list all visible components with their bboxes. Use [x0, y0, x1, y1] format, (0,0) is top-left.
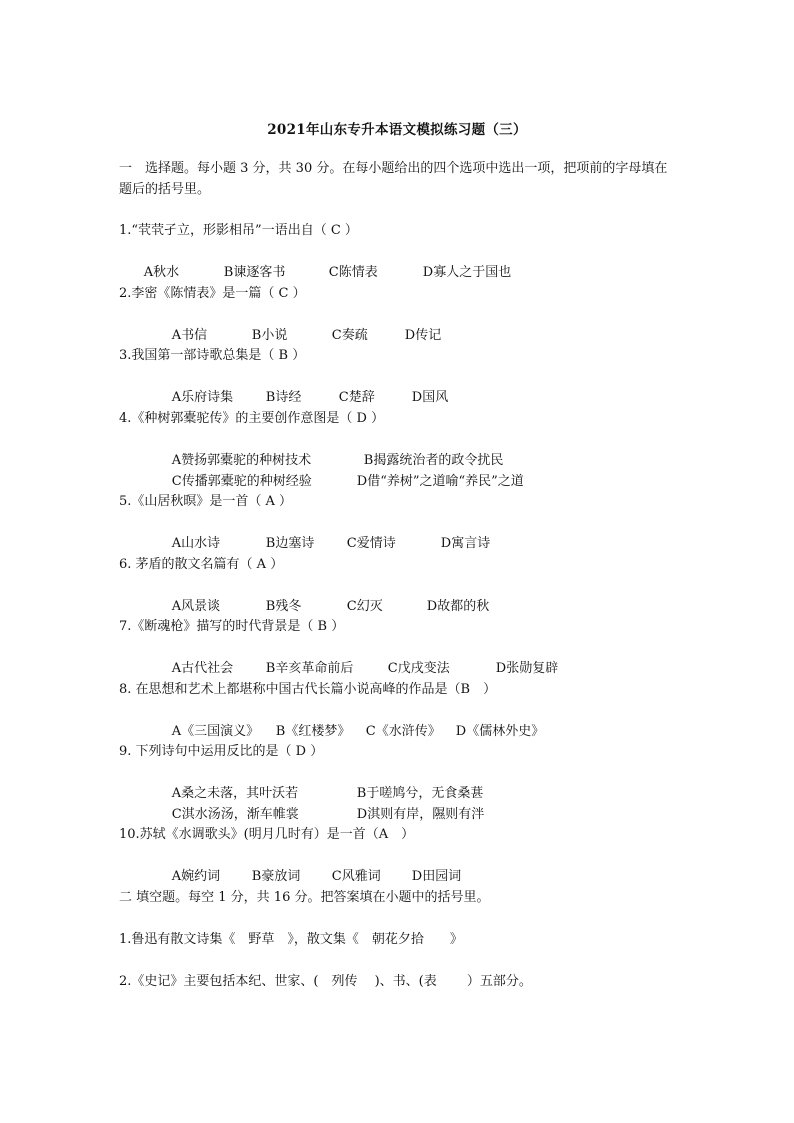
option-b: B诗经	[265, 390, 302, 405]
option-a: A乐府诗集	[171, 390, 234, 405]
option-c: C淇水汤汤，渐车帷裳	[171, 807, 299, 822]
option-a: A古代社会	[171, 661, 234, 676]
question-stem: 6. 茅盾的散文名篇有（ A ）	[119, 557, 284, 572]
question-stem: 1.“茕茕孑立，形影相吊”一语出自（ C ）	[119, 223, 358, 238]
question-stem: 8. 在思想和艺术上都堪称中国古代长篇小说高峰的作品是（B ）	[119, 682, 497, 697]
question-stem: 4.《种树郭橐驼传》的主要创作意图是（ D ）	[119, 411, 385, 426]
option-a: A赞扬郭橐驼的种树技术	[171, 453, 312, 468]
option-c: C爱情诗	[346, 536, 396, 551]
option-b: B《红楼梦》	[275, 724, 351, 739]
question-7	[119, 616, 719, 676]
question-stem: 2.李密《陈情表》是一篇（ C ）	[119, 286, 306, 301]
question-stem: 10.苏轼《水调歌头》(明月几时有）是一首（A ）	[119, 827, 415, 842]
options-row	[119, 366, 719, 405]
question-8	[119, 679, 719, 739]
option-c: C楚辞	[338, 390, 375, 405]
option-c: C风雅词	[331, 869, 381, 884]
question-stem: 7.《断魂枪》描写的时代背景是（ B ）	[119, 619, 345, 634]
options-row	[119, 637, 719, 676]
question-5	[119, 491, 719, 551]
option-a: A桑之未落，其叶沃若	[171, 786, 299, 801]
option-d: D借“养树”之道喻“养民”之道	[356, 474, 524, 489]
option-a: A风景谈	[171, 599, 221, 614]
option-d: D淇则有岸，隰则有泮	[356, 807, 485, 822]
option-c: C传播郭橐驼的种树经验	[171, 474, 312, 489]
question-6	[119, 554, 719, 614]
option-b: B豪放词	[251, 869, 301, 884]
options-row	[119, 241, 719, 280]
options-row	[119, 512, 719, 551]
question-1	[119, 220, 719, 280]
question-stem: 3.我国第一部诗歌总集是（ B ）	[119, 348, 306, 363]
option-b: B谏逐客书	[223, 265, 286, 280]
option-d: D《儒林外史》	[455, 724, 545, 739]
question-3	[119, 345, 719, 405]
option-b: B揭露统治者的政令扰民	[363, 453, 504, 468]
options-row	[119, 700, 719, 739]
option-b: B小说	[251, 328, 288, 343]
option-d: D寡人之于国也	[422, 265, 512, 280]
option-d: D传记	[404, 328, 442, 343]
section2-heading: 二 填空题。每空 1 分，共 16 分。把答案填在小题中的括号里。	[119, 890, 490, 905]
option-d: D国风	[411, 390, 449, 405]
option-b: B边塞诗	[265, 536, 315, 551]
document-title: 2021年山东专升本语文模拟练习题（三）	[267, 122, 527, 138]
option-d: D寓言诗	[440, 536, 491, 551]
question-4	[119, 408, 719, 489]
question-9	[119, 741, 719, 822]
option-a: A《三国演义》	[171, 724, 260, 739]
question-stem: 9. 下列诗句中运用反比的是（ D ）	[119, 744, 324, 759]
question-10	[119, 824, 719, 884]
option-c: C《水浒传》	[365, 724, 441, 739]
option-a: A秋水	[143, 265, 180, 280]
question-2	[119, 283, 719, 343]
option-a: A婉约词	[171, 869, 221, 884]
options-row	[119, 845, 719, 884]
option-c: C陈情表	[328, 265, 378, 280]
options-row	[119, 304, 719, 343]
options-row	[119, 762, 719, 801]
option-a: A书信	[171, 328, 208, 343]
option-a: A山水诗	[171, 536, 221, 551]
fill-blank-item-2: 2.《史记》主要包括本纪、世家、( 列传 )、书、(表 ）五部分。	[119, 974, 532, 989]
option-d: D田园词	[411, 869, 462, 884]
question-stem: 5.《山居秋暝》是一首（ A ）	[119, 494, 293, 509]
section1-heading: 一 选择题。每小题 3 分，共 30 分。在每小题给出的四个选项中选出一项，把项前的字母填在题后的括号里。	[119, 161, 668, 197]
option-c: C奏疏	[331, 328, 368, 343]
fill-blank-item-1: 1.鲁迅有散文诗集《 野草 》，散文集《 朝花夕拾 》	[119, 932, 463, 947]
options-row	[119, 429, 719, 468]
option-b: B残冬	[265, 599, 302, 614]
option-c: C幻灭	[346, 599, 383, 614]
option-d: D故都的秋	[426, 599, 490, 614]
options-row	[119, 575, 719, 614]
option-c: C戊戌变法	[387, 661, 450, 676]
option-b: B于嗟鸠兮，无食桑葚	[356, 786, 484, 801]
option-d: D张勋复辟	[495, 661, 559, 676]
option-b: B辛亥革命前后	[265, 661, 354, 676]
